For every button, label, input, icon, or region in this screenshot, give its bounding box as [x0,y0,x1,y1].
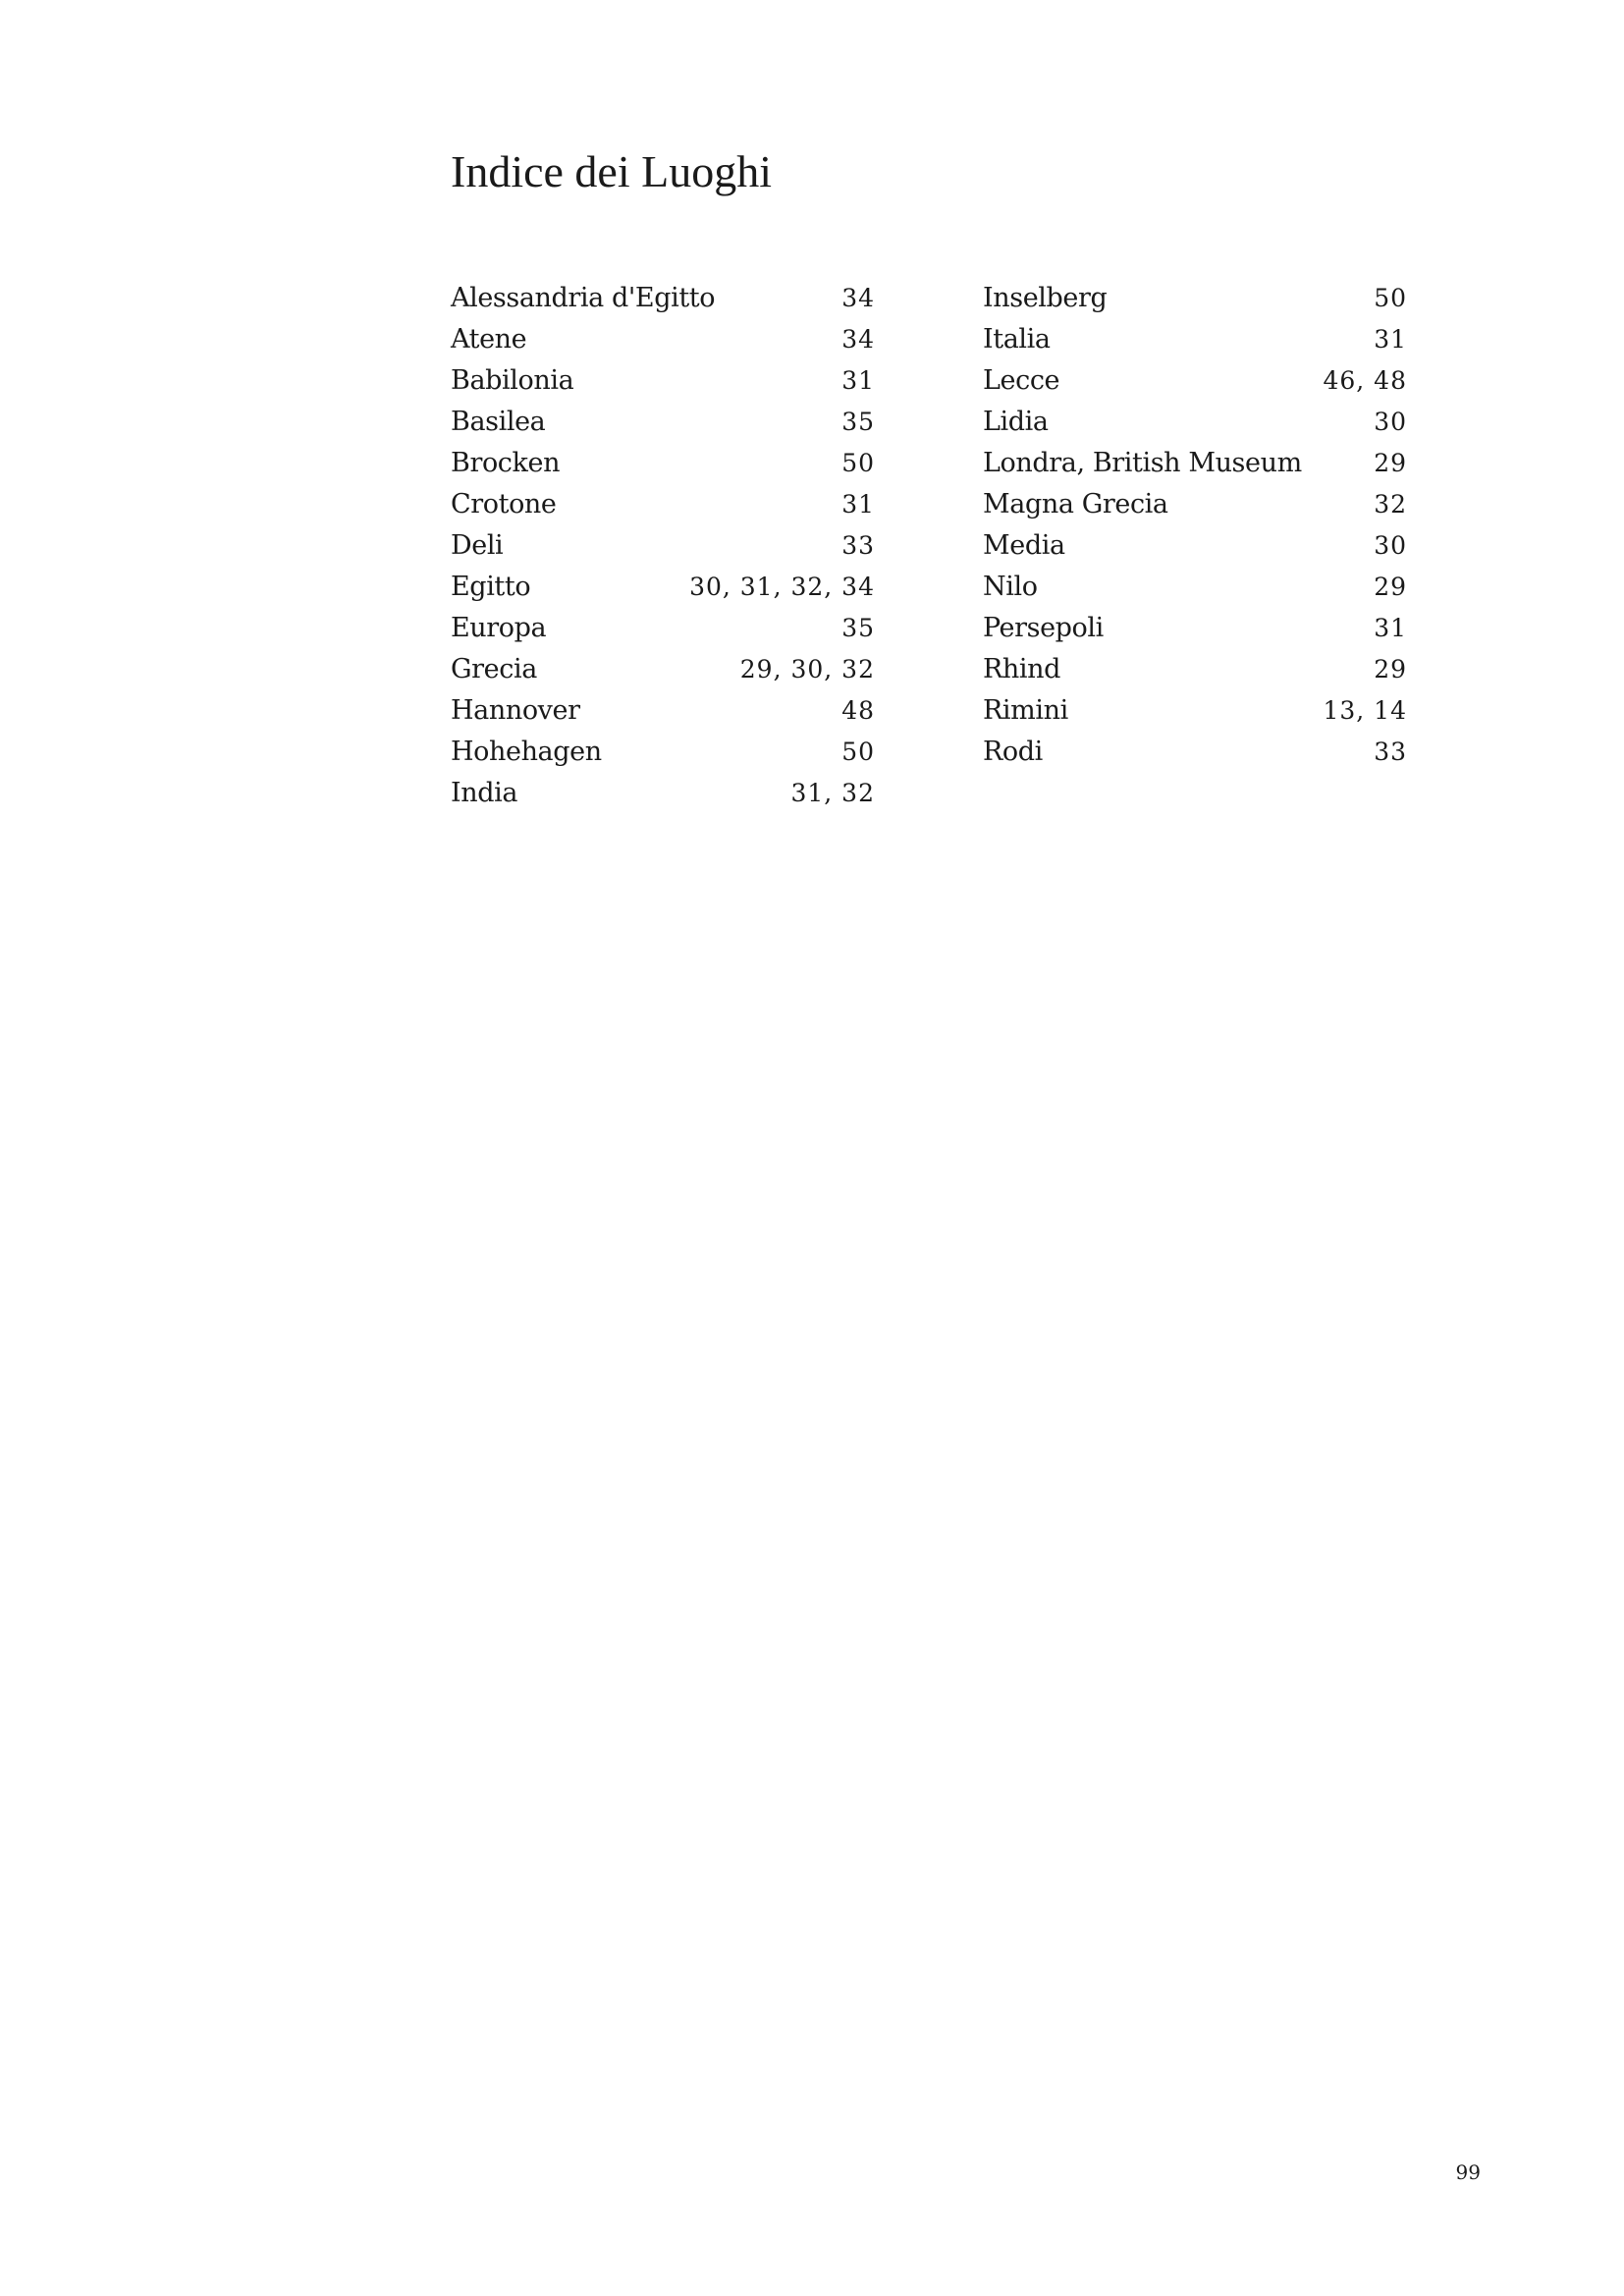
entry-pages: 50 [841,449,875,477]
index-entry [983,319,1407,360]
index-entry [983,484,1407,525]
index-entry [451,443,875,484]
index-entry [451,360,875,402]
entry-pages: 30 [1374,531,1407,560]
entry-place: Persepoli [983,613,1104,643]
index-column-left [451,278,875,814]
entry-pages: 33 [841,531,875,560]
entry-place: Brocken [451,448,561,478]
entry-pages: 13, 14 [1323,696,1407,725]
index-entry [983,608,1407,649]
entry-pages: 31 [841,366,875,395]
entry-place: Rodi [983,737,1043,767]
entry-pages: 29 [1374,655,1407,683]
index-entry [983,360,1407,402]
entry-place: Magna Grecia [983,489,1168,519]
entry-pages: 30, 31, 32, 34 [689,573,875,601]
page-title: Indice dei Luoghi [451,146,773,196]
index-entry [451,649,875,690]
index-column-right [983,278,1407,773]
index-entry [451,402,875,443]
index-entry [451,608,875,649]
entry-pages: 35 [841,408,875,436]
page-number: 99 [1455,2160,1481,2184]
entry-pages: 31, 32 [790,779,875,807]
entry-pages: 31 [1374,325,1407,354]
index-entry [451,773,875,814]
index-entry [451,278,875,319]
index-entry [451,567,875,608]
index-entry [983,690,1407,732]
entry-place: Europa [451,613,547,643]
entry-pages: 35 [841,614,875,642]
entry-place: Inselberg [983,283,1108,313]
index-entry [451,690,875,732]
entry-place: Media [983,530,1065,561]
entry-place: Alessandria d'Egitto [451,283,716,313]
entry-pages: 31 [1374,614,1407,642]
entry-pages: 34 [841,284,875,312]
entry-place: Basilea [451,407,546,437]
entry-place: Egitto [451,572,531,602]
entry-place: Babilonia [451,365,574,396]
index-entry [983,443,1407,484]
entry-place: Rhind [983,654,1061,684]
entry-pages: 50 [1374,284,1407,312]
index-entry [451,319,875,360]
entry-place: Hohehagen [451,737,602,767]
index-entry [451,732,875,773]
entry-place: Lecce [983,365,1060,396]
entry-pages: 29, 30, 32 [739,655,875,683]
entry-pages: 46, 48 [1323,366,1407,395]
index-entry [451,525,875,567]
index-entry [983,567,1407,608]
entry-pages: 29 [1374,573,1407,601]
entry-place: Deli [451,530,504,561]
index-entry [983,402,1407,443]
entry-place: Rimini [983,695,1068,726]
entry-pages: 31 [841,490,875,519]
index-entry [983,732,1407,773]
entry-place: Grecia [451,654,537,684]
entry-pages: 33 [1374,738,1407,766]
entry-place: Nilo [983,572,1038,602]
entry-place: India [451,778,518,808]
entry-pages: 30 [1374,408,1407,436]
entry-place: Crotone [451,489,557,519]
entry-place: Italia [983,324,1051,355]
index-entry [983,525,1407,567]
entry-place: Atene [451,324,527,355]
entry-pages: 34 [841,325,875,354]
index-entry [983,649,1407,690]
entry-pages: 50 [841,738,875,766]
index-entry [983,278,1407,319]
entry-pages: 29 [1374,449,1407,477]
entry-place: Lidia [983,407,1049,437]
entry-pages: 32 [1374,490,1407,519]
entry-place: Hannover [451,695,580,726]
index-entry [451,484,875,525]
entry-place: Londra, British Museum [983,448,1302,478]
entry-pages: 48 [841,696,875,725]
